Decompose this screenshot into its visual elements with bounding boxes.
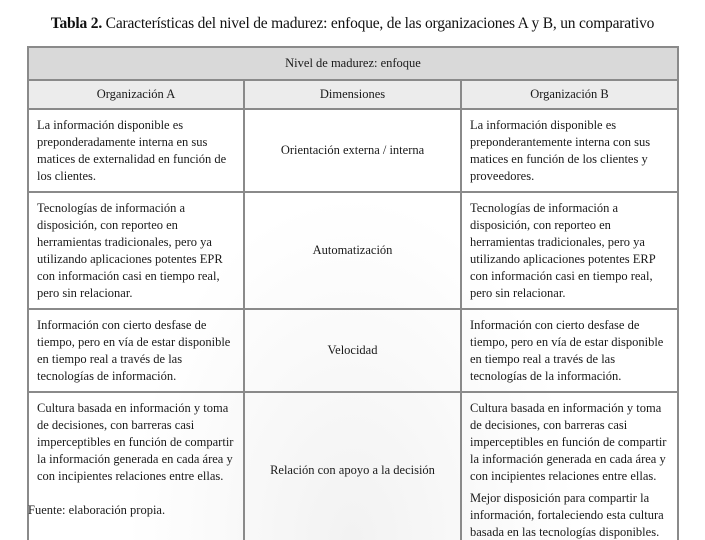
- org-a-cell: [28, 309, 244, 392]
- cell-text: Tecnologías de información a disposición, con reporteo en herramientas tradicionales, pero ya utilizando aplicaciones potentes ERP con información casi en tiempo real, pero sin relacionar.: [470, 201, 656, 300]
- column-header-org-b: Organización B: [461, 80, 678, 109]
- org-a-cell: [28, 109, 244, 192]
- org-b-cell: [461, 392, 678, 540]
- super-header: Nivel de madurez: enfoque: [28, 47, 678, 80]
- cell-text: La información disponible es preponderantemente interna con sus matices en función de los clientes y proveedores.: [470, 118, 651, 183]
- column-header-org-a: Organización A: [28, 80, 244, 109]
- org-b-cell: [461, 192, 678, 309]
- dimension-cell: Relación con apoyo a la decisión: [244, 392, 461, 540]
- dimension-cell: Automatización: [244, 192, 461, 309]
- table-row: [28, 109, 678, 192]
- cell-text: Cultura basada en información y toma de decisiones, con barreras casi imperceptibles en función de compartir la información generada en cada área y con incipientes relaciones entre ellas.: [470, 401, 667, 483]
- table-row: [28, 309, 678, 392]
- cell-text: Cultura basada en información y toma de decisiones, con barreras casi imperceptibles en función de compartir la información generada en cada área y con incipientes relaciones entre ellas.: [37, 401, 234, 483]
- caption-text: Características del nivel de madurez: enfoque, de las organizaciones A y B, un comparativo: [102, 15, 655, 32]
- cell-text: Tecnologías de información a disposición, con reporteo en herramientas tradicionales, pero ya utilizando aplicaciones potentes EPR con información casi en tiempo real, pero sin relacionar.: [37, 201, 223, 300]
- column-header-dimensions: Dimensiones: [244, 80, 461, 109]
- maturity-comparison-table: [27, 46, 679, 540]
- column-header-row: [28, 80, 678, 109]
- cell-text: Información con cierto desfase de tiempo, pero en vía de estar disponible en tiempo real a través de las tecnologías de información.: [37, 318, 231, 383]
- org-a-cell: [28, 192, 244, 309]
- table-row: [28, 192, 678, 309]
- cell-text: Información con cierto desfase de tiempo, pero en vía de estar disponible en tiempo real a través de las tecnologías de la información.: [470, 318, 664, 383]
- org-b-cell: [461, 109, 678, 192]
- dimension-cell: Velocidad: [244, 309, 461, 392]
- table-caption: [0, 15, 705, 33]
- caption-label: Tabla 2.: [50, 15, 102, 32]
- super-header-row: [28, 47, 678, 80]
- org-b-cell: [461, 309, 678, 392]
- cell-text: La información disponible es preponderadamente interna en sus matices de externalidad en función de los clientes.: [37, 118, 227, 183]
- source-note: Fuente: elaboración propia.: [28, 503, 166, 517]
- dimension-cell: Orientación externa / interna: [244, 109, 461, 192]
- cell-text: Mejor disposición para compartir la información, fortaleciendo esta cultura basada en las tecnologías disponibles.: [470, 491, 664, 539]
